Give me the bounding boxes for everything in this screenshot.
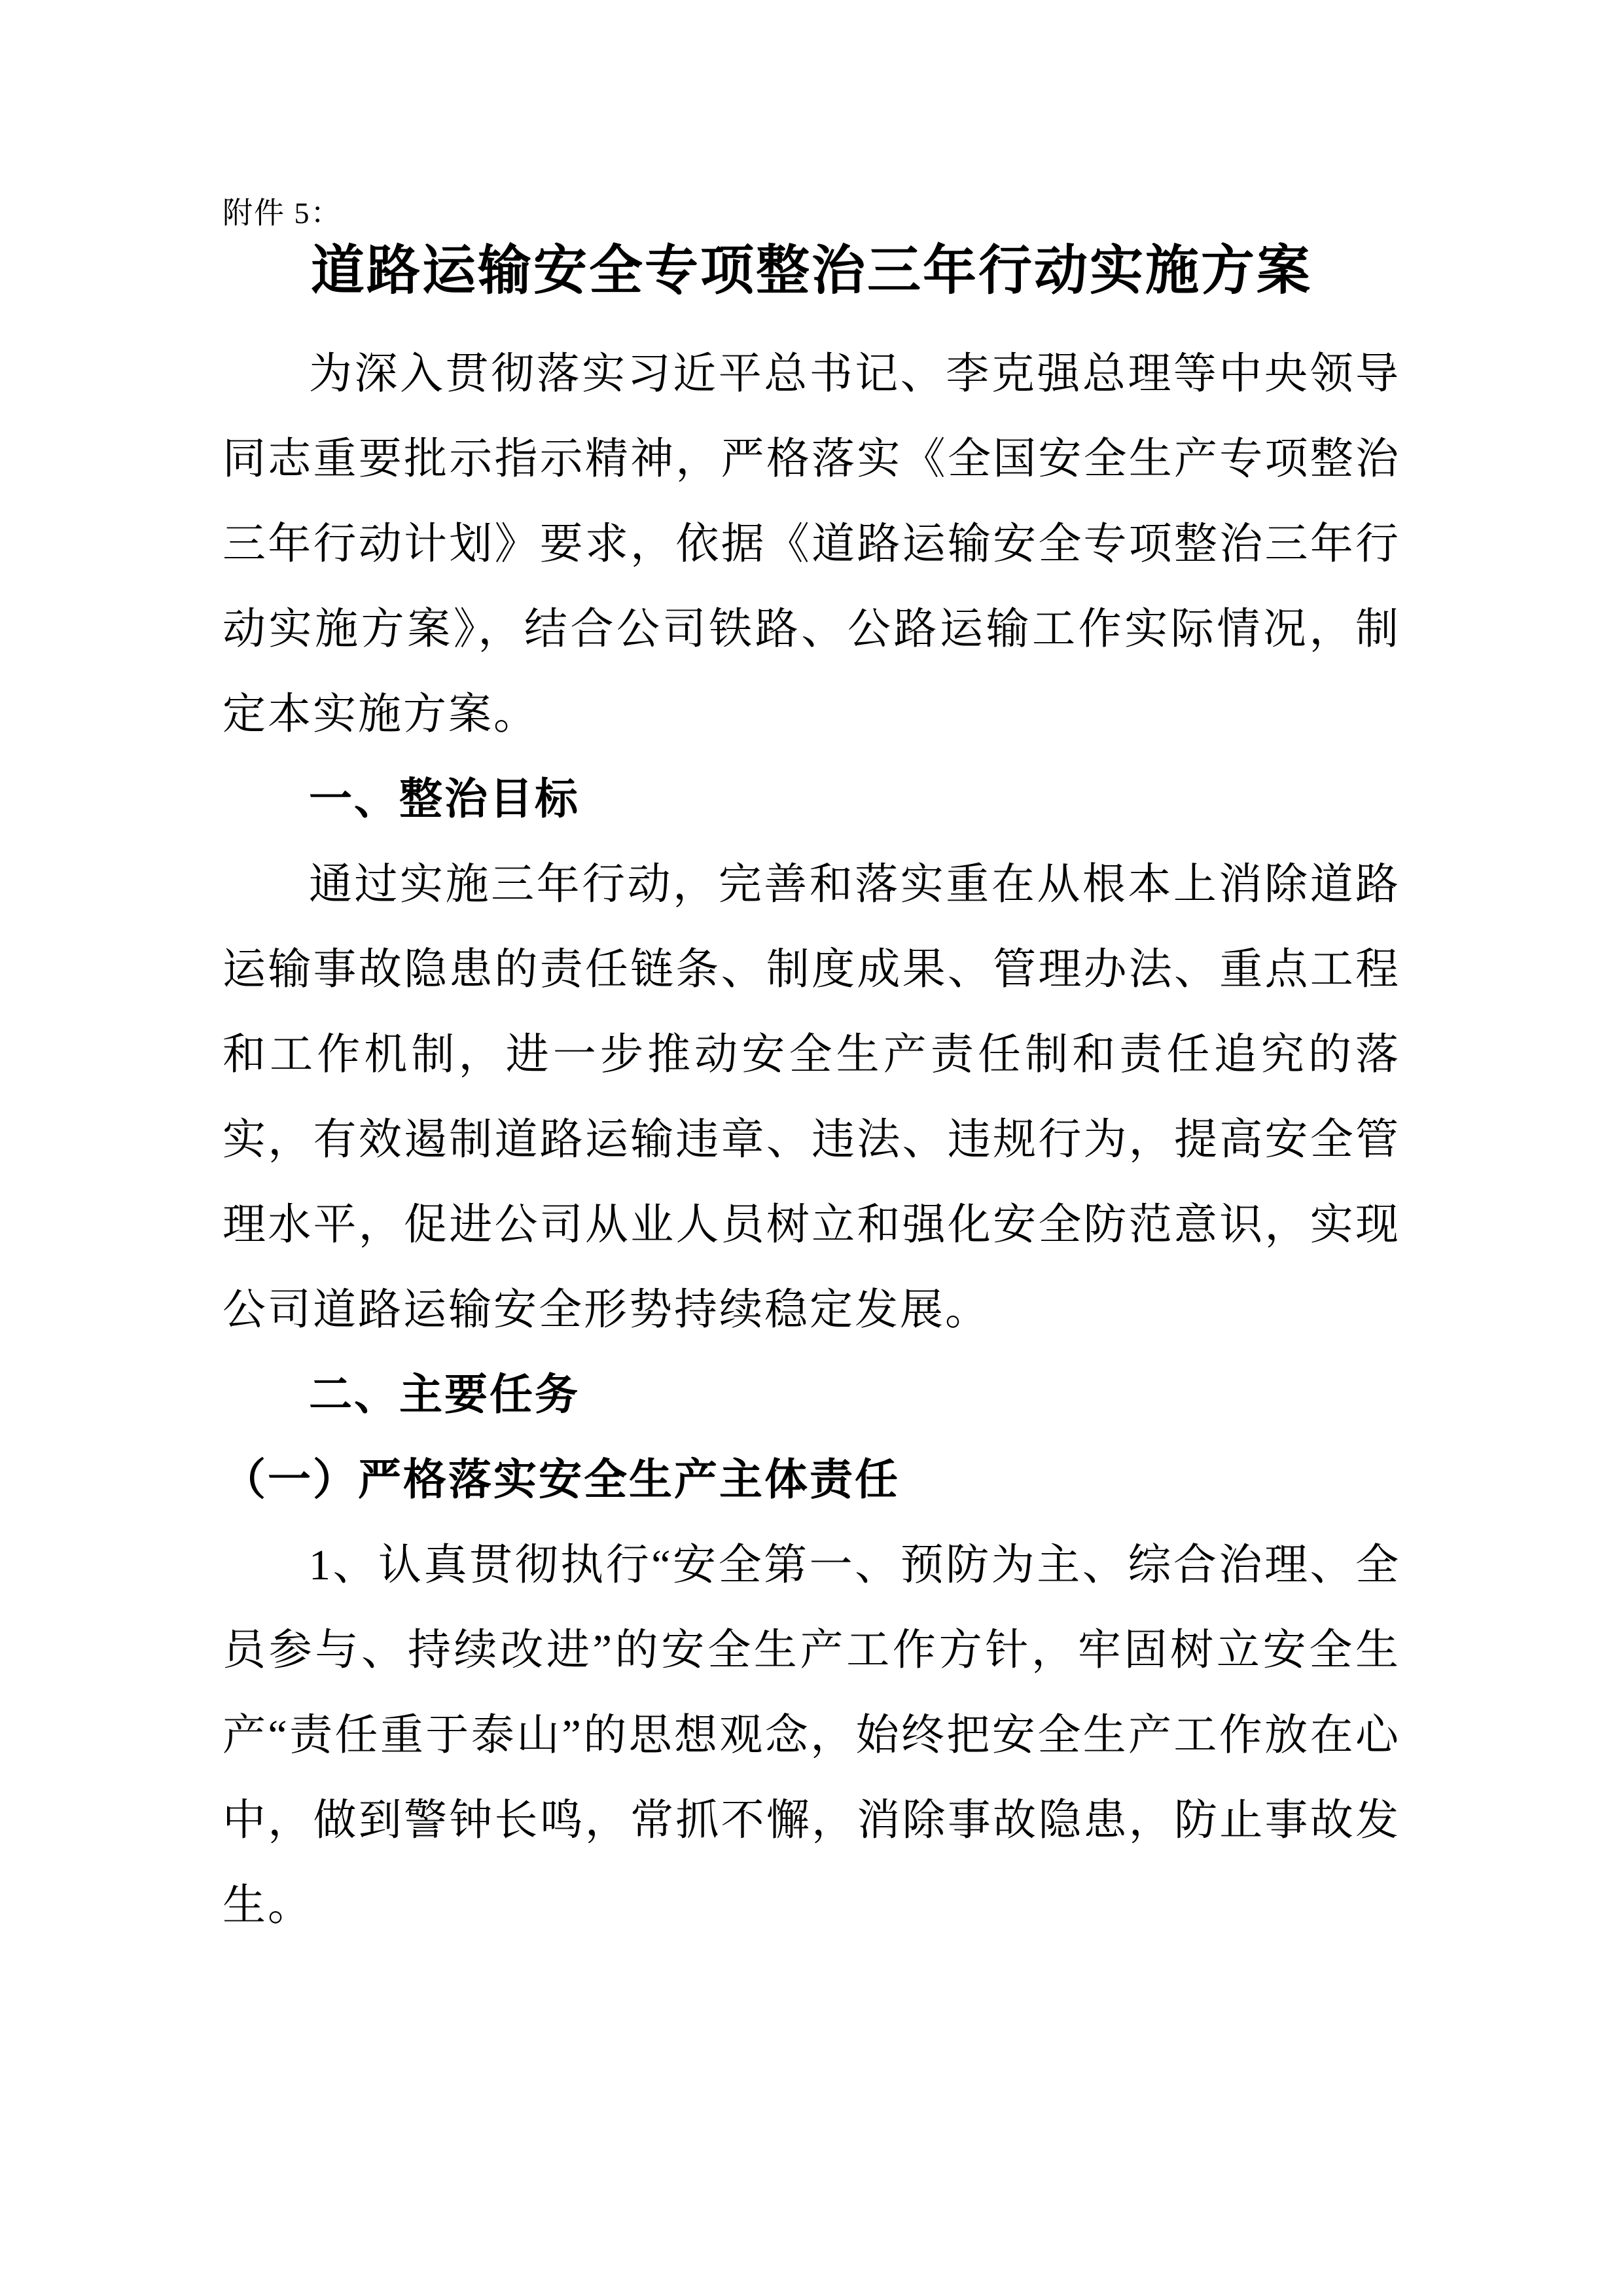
heading-section-1-goals: 一、整治目标 bbox=[309, 776, 580, 823]
document-body bbox=[223, 332, 1400, 1948]
paragraph-goals: 通过实施三年行动，完善和落实重在从根本上消除道路运输事故隐患的责任链条、制度成果、管理办法、重点工程和工作机制，进一步推动安全生产责任制和责任追究的落实，有效遏制道路运输违章、违法、违规行为，提高安全管理水平，促进公司从业人员树立和强化安全防范意识，实现公司道路运输安全形势持续稳定发展。 bbox=[223, 861, 1400, 1334]
paragraph-introduction: 为深入贯彻落实习近平总书记、李克强总理等中央领导同志重要批示指示精神，严格落实《全国安全生产专项整治三年行动计划》要求，依据《道路运输安全专项整治三年行动实施方案》，结合公司铁路、公路运输工作实际情况，制定本实施方案。 bbox=[223, 350, 1400, 738]
heading-section-2-tasks: 二、主要任务 bbox=[309, 1371, 580, 1419]
attachment-label: 附件 5： bbox=[223, 196, 342, 230]
subheading-main-responsibility: （一）严格落实安全生产主体责任 bbox=[223, 1456, 900, 1504]
document-title: 道路运输安全专项整治三年行动实施方案 bbox=[310, 241, 1312, 300]
paragraph-task-1: 1、认真贯彻执行“安全第一、预防为主、综合治理、全员参与、持续改进”的安全生产工作方针，牢固树立安全生产“责任重于泰山”的思想观念，始终把安全生产工作放在心中，做到警钟长鸣，常抓不懈，消除事故隐患，防止事故发生。 bbox=[223, 1541, 1400, 1929]
